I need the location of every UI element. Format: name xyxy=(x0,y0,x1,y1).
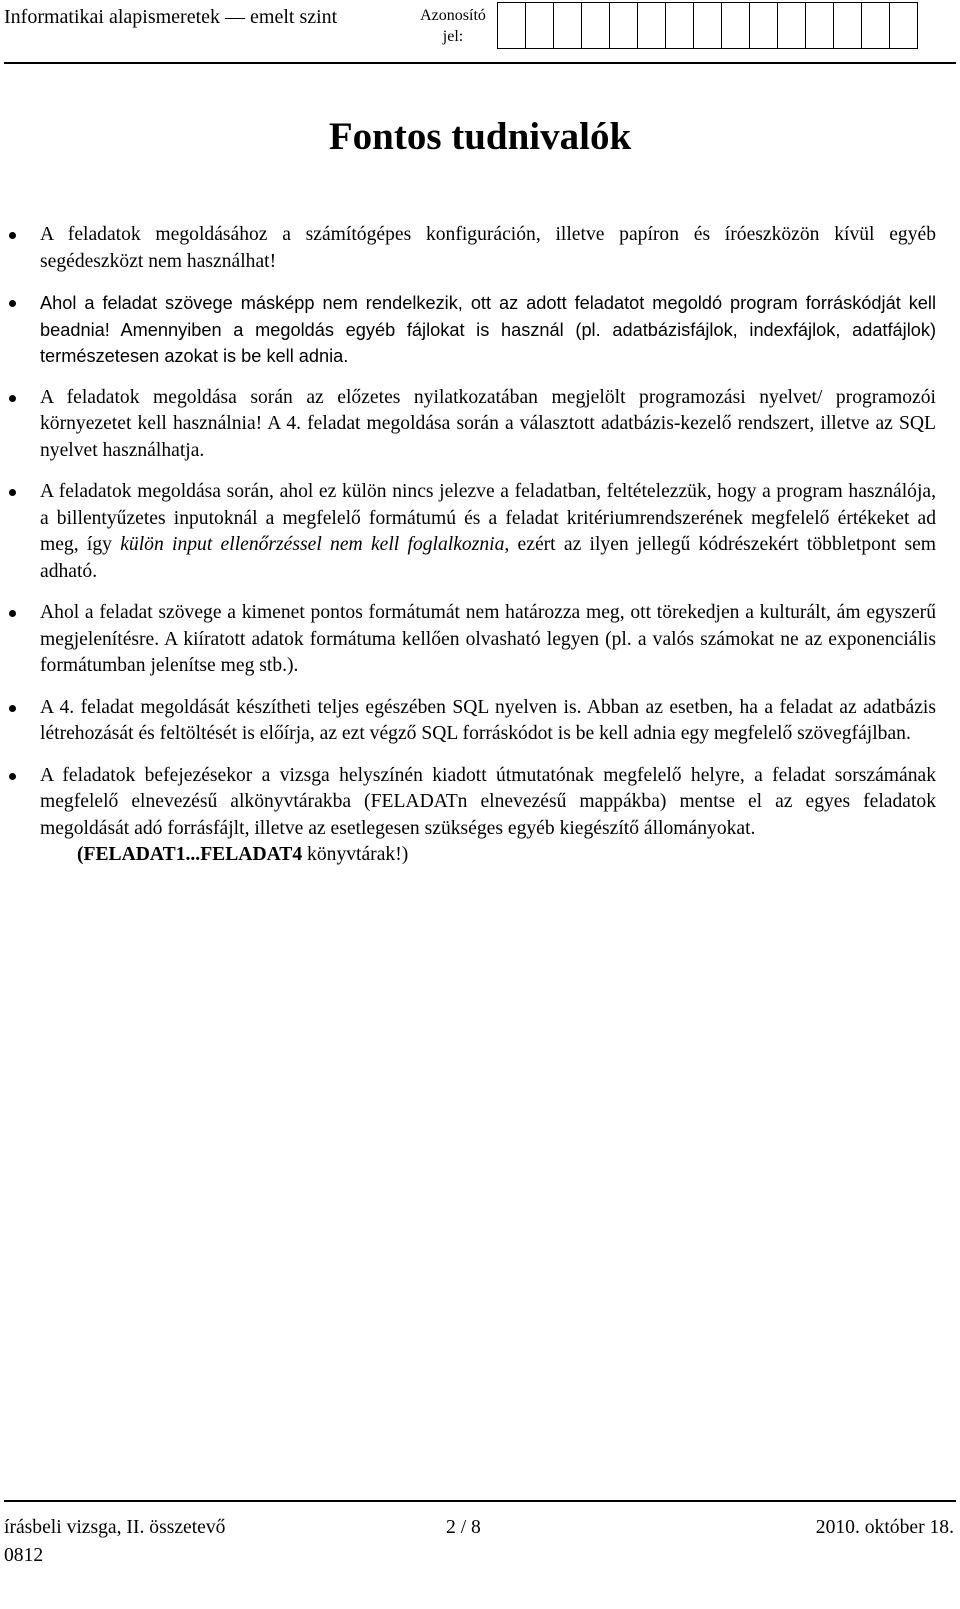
id-box xyxy=(553,2,582,49)
id-box xyxy=(525,2,554,49)
note-item xyxy=(40,290,936,370)
exam-date: 2010. október 18. xyxy=(815,1517,954,1538)
bullet-icon xyxy=(9,489,16,496)
id-boxes xyxy=(497,2,917,49)
note-text: A feladatok megoldásához a számítógépes konfiguráción, illetve papíron és íróeszközön kívül egyéb segédeszközt nem használhat! xyxy=(40,224,936,272)
id-box xyxy=(749,2,778,49)
footer-left: írásbeli vizsga, II. összetevő xyxy=(4,1517,226,1538)
note-item xyxy=(40,763,936,869)
note-text: Ahol a feladat szövege másképp nem rendelkezik, ott az adott feladatot megoldó program forráskódját kell beadnia! Amennyiben a megoldás egyéb fájlokat is használ (pl. adatbázisfájlok, indexfájlok, adatfájlok) természetesen azokat is be kell adnia. xyxy=(40,293,936,366)
bullet-icon xyxy=(9,705,16,712)
note-item xyxy=(40,600,936,680)
id-box xyxy=(861,2,890,49)
note-item xyxy=(40,385,936,465)
folder-note-rest: könyvtárak!) xyxy=(302,844,409,865)
footer-code: 0812 xyxy=(4,1545,44,1566)
bullet-icon xyxy=(9,300,16,307)
note-item xyxy=(40,479,936,585)
id-box xyxy=(721,2,750,49)
id-label: Azonosító jel: xyxy=(420,7,486,45)
id-box xyxy=(609,2,638,49)
note-text: A 4. feladat megoldását készítheti teljes egészében SQL nyelven is. Abban az esetben, ha a feladat az adatbázis létrehozását és feltöltését is előírja, az ezt végző SQL forráskódot is be kell adnia egy megfelelő szövegfájlban. xyxy=(40,696,936,744)
bullet-icon xyxy=(9,610,16,617)
note-text: A feladatok megoldása során, ahol ez külön nincs jelezve a feladatban, feltételezzük, hogy a program használója, a billentyűzetes inputoknál a megfelelő formátumú és a feladat kritériumrendszerének megfelelő értékeket ad meg, így xyxy=(40,481,936,555)
id-box xyxy=(805,2,834,49)
page-number: 2 / 8 xyxy=(446,1517,481,1538)
id-box xyxy=(581,2,610,49)
note-text: A feladatok megoldása során az előzetes nyilatkozatában megjelölt programozási nyelvet/ programozói környezetet kell használnia! A 4. feladat megoldása során a választott adatbázis-kezelő rendszert, illetve az SQL nyelvet használhatja. xyxy=(40,386,936,461)
exam-title: Informatikai alapismeretek — emelt szint xyxy=(4,6,338,28)
note-emphasis: külön input ellenőrzéssel nem kell foglalkoznia xyxy=(120,534,505,555)
id-box xyxy=(637,2,666,49)
header-rule xyxy=(4,62,956,64)
folder-note xyxy=(40,842,936,869)
bullet-icon xyxy=(9,232,16,239)
bullet-icon xyxy=(9,395,16,402)
note-item xyxy=(40,222,936,275)
page-title: Fontos tudnivalók xyxy=(328,115,632,158)
note-item xyxy=(40,695,936,748)
id-box xyxy=(665,2,694,49)
folder-note-bold: (FELADAT1...FELADAT4 xyxy=(77,844,303,865)
footer-rule xyxy=(4,1500,956,1502)
bullet-icon xyxy=(9,773,16,780)
notes-list xyxy=(0,222,960,884)
note-text: , ezért az ilyen jellegű kódrészekért többletpont sem adható. xyxy=(40,534,937,582)
page-header xyxy=(0,0,960,66)
id-box xyxy=(889,2,918,49)
id-box xyxy=(497,2,526,49)
id-box xyxy=(777,2,806,49)
id-box xyxy=(693,2,722,49)
note-text: Ahol a feladat szövege a kimenet pontos formátumát nem határozza meg, ott törekedjen a kulturált, ám egyszerű megjelenítésre. A kiíratott adatok formátuma kellően olvasható legyen (pl. a valós számokat ne az exponenciális formátumban jelenítse meg stb.). xyxy=(40,602,936,676)
note-text: A feladatok befejezésekor a vizsga helyszínén kiadott útmutatónak megfelelő helyre, a feladat sorszámának megfelelő elnevezésű alkönyvtárakba (FELADATn elnevezésű mappákba) mentse el az egyes feladatok megoldását adó forrásfájlt, illetve az esetlegesen szükséges egyéb kiegészítő állományokat. xyxy=(40,764,936,839)
id-box xyxy=(833,2,862,49)
